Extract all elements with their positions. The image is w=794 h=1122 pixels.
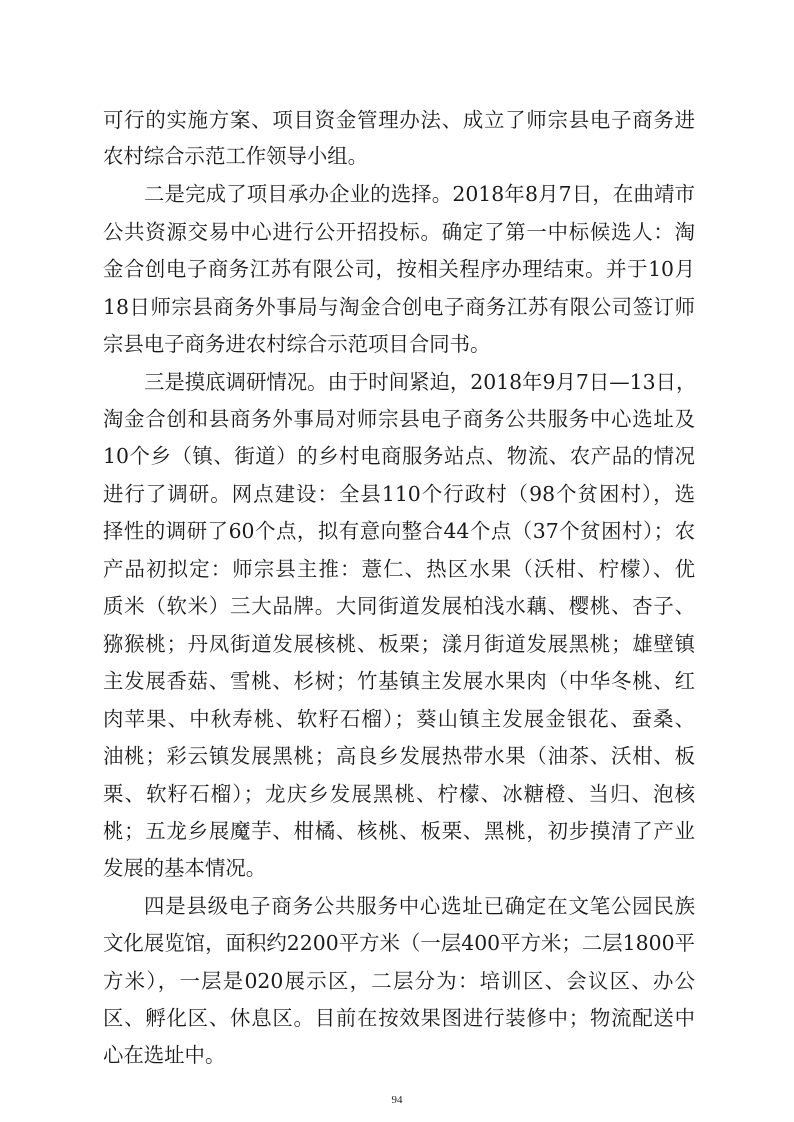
- paragraph-2-line-1: 二是完成了项目承办企业的选择。2018年8月7日，在曲靖市: [144, 182, 695, 206]
- paragraph-3-line-8: 猕猴桃；丹凤街道发展核桃、板栗；漾月街道发展黑桃；雄壁镇: [103, 632, 695, 656]
- paragraph-3-line-4: 进行了调研。网点建设：全县110个行政村（98个贫困村），选: [103, 482, 695, 506]
- paragraph-3-line-3: 10个乡（镇、街道）的乡村电商服务站点、物流、农产品的情况: [103, 444, 695, 468]
- paragraph-3-line-11: 油桃；彩云镇发展黑桃；高良乡发展热带水果（油茶、沃柑、板: [103, 744, 695, 768]
- paragraph-4-line-2: 文化展览馆，面积约2200平方米（一层400平方米；二层1800平: [103, 931, 695, 955]
- paragraph-3-line-6: 产品初拟定：师宗县主推：薏仁、热区水果（沃柑、柠檬）、优: [103, 557, 695, 581]
- paragraph-2-line-5: 宗县电子商务进农村综合示范项目合同书。: [103, 332, 491, 356]
- paragraph-3-line-7: 质米（软米）三大品牌。大同街道发展柏浅水藕、樱桃、杏子、: [103, 594, 695, 618]
- paragraph-3-line-2: 淘金合创和县商务外事局对师宗县电子商务公共服务中心选址及: [103, 407, 695, 431]
- paragraph-3-line-1: 三是摸底调研情况。由于时间紧迫，2018年9月7日—13日，: [144, 370, 697, 394]
- paragraph-2-line-3: 金合创电子商务江苏有限公司，按相关程序办理结束。并于10月: [103, 257, 695, 281]
- paragraph-4-line-3: 方米），一层是020展示区，二层分为：培训区、会议区、办公: [103, 969, 695, 993]
- paragraph-2-line-4: 18日师宗县商务外事局与淘金合创电子商务江苏有限公司签订师: [103, 295, 695, 319]
- paragraph-4-line-1: 四是县级电子商务公共服务中心选址已确定在文笔公园民族: [144, 894, 695, 918]
- paragraph-4-line-5: 心在选址中。: [103, 1043, 226, 1067]
- paragraph-2-line-2: 公共资源交易中心进行公开招投标。确定了第一中标候选人：淘: [103, 220, 695, 244]
- paragraph-4-line-4: 区、孵化区、休息区。目前在按效果图进行装修中；物流配送中: [103, 1006, 695, 1030]
- paragraph-3-line-12: 栗、软籽石榴）；龙庆乡发展黑桃、柠檬、冰糖橙、当归、泡核: [103, 782, 695, 806]
- paragraph-3-line-10: 肉苹果、中秋寿桃、软籽石榴）；葵山镇主发展金银花、蚕桑、: [103, 707, 695, 731]
- paragraph-1-line-1: 可行的实施方案、项目资金管理办法、成立了师宗县电子商务进: [103, 108, 695, 132]
- paragraph-3-line-5: 择性的调研了60个点，拟有意向整合44个点（37个贫困村）；农: [103, 519, 695, 543]
- paragraph-1-line-2: 农村综合示范工作领导小组。: [103, 144, 369, 168]
- page-number: 94: [391, 1094, 403, 1106]
- paragraph-3-line-9: 主发展香菇、雪桃、杉树；竹基镇主发展水果肉（中华冬桃、红: [103, 669, 695, 693]
- paragraph-3-line-14: 发展的基本情况。: [103, 856, 267, 880]
- paragraph-3-line-13: 桃；五龙乡展魔芋、柑橘、核桃、板栗、黑桃，初步摸清了产业: [103, 819, 695, 843]
